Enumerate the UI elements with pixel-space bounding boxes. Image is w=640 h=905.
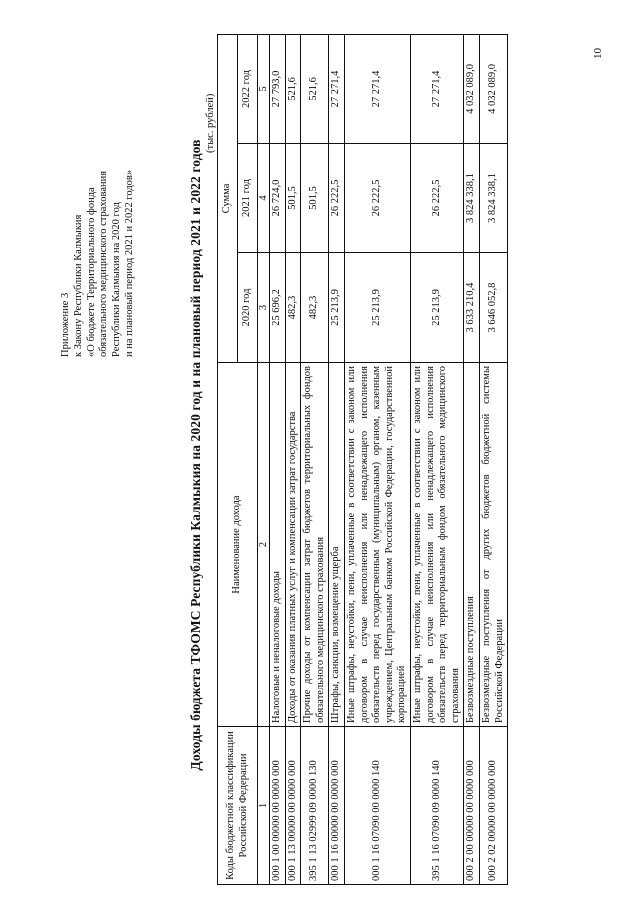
appendix-block [60, 57, 137, 357]
row-code: 000 1 13 00000 00 0000 000 [285, 727, 301, 885]
table-row [344, 34, 410, 884]
row-value-2022: 521,6 [285, 34, 301, 143]
col-number: 4 [258, 144, 270, 253]
header-year-2021: 2021 год [238, 144, 258, 253]
row-value-2022: 4 032 089,0 [464, 34, 480, 143]
row-name: Иные штрафы, неустойки, пени, уплаченные в соответствии с законом или договором в случае неисполнения или ненадлежащего исполнения обязательств перед государственным (муниципальным) органом, казенным учреждением, Центральным банком Российской Федерации, государственной корпорацией [344, 363, 410, 727]
row-value-2021: 501,5 [285, 144, 301, 253]
row-value-2022: 27 271,4 [329, 34, 345, 143]
appendix-line: Приложение 3 [60, 292, 71, 357]
page-number: 10 [592, 48, 604, 59]
row-code: 395 1 16 07090 09 0000 140 [410, 727, 463, 885]
row-value-2020: 482,3 [301, 253, 329, 363]
header-codes: Коды бюджетной классификации Российской Федерации [218, 727, 258, 885]
row-name: Штрафы, санкции, возмещение ущерба [329, 363, 345, 727]
row-value-2020: 482,3 [285, 253, 301, 363]
table-row [270, 34, 286, 884]
income-table [217, 34, 508, 885]
row-value-2022: 27 271,4 [410, 34, 463, 143]
appendix-line: Республики Калмыкия на 2020 год [111, 202, 123, 357]
row-value-2021: 26 724,0 [270, 144, 286, 253]
row-value-2021: 501,5 [301, 144, 329, 253]
table-row [479, 34, 507, 884]
row-value-2021: 26 222,5 [329, 144, 345, 253]
table-row [329, 34, 345, 884]
row-value-2020: 25 213,9 [344, 253, 410, 363]
row-value-2020: 3 646 052,8 [479, 253, 507, 363]
appendix-line: обязательного медицинского страхования [98, 170, 110, 357]
row-code: 000 2 00 00000 00 0000 000 [464, 727, 480, 885]
appendix-line: к Закону Республики Калмыкия [72, 214, 84, 357]
col-number: 2 [258, 363, 270, 727]
unit-note: (тыс. рублей) [205, 93, 216, 153]
header-year-2022: 2022 год [238, 34, 258, 143]
col-number: 5 [258, 34, 270, 143]
row-code: 000 2 02 00000 00 0000 000 [479, 727, 507, 885]
header-year-2020: 2020 год [238, 253, 258, 363]
row-value-2021: 26 222,5 [410, 144, 463, 253]
appendix-line: «О бюджете Территориального фонда [85, 187, 97, 357]
row-value-2020: 3 633 210,4 [464, 253, 480, 363]
row-value-2021: 26 222,5 [344, 144, 410, 253]
row-name: Безвозмездные поступления от других бюджетов бюджетной системы Российской Федерации [479, 363, 507, 727]
table-row [410, 34, 463, 884]
col-number: 1 [258, 727, 270, 885]
col-number: 3 [258, 253, 270, 363]
row-value-2022: 27 271,4 [344, 34, 410, 143]
row-value-2022: 4 032 089,0 [479, 34, 507, 143]
appendix-line: и на плановый период 2021 и 2022 годов» [123, 169, 135, 357]
row-name: Безвозмездные поступления [464, 363, 480, 727]
table-row [285, 34, 301, 884]
row-name: Доходы от оказания платных услуг и компенсации затрат государства [285, 363, 301, 727]
row-value-2020: 25 213,9 [410, 253, 463, 363]
row-name: Прочие доходы от компенсации затрат бюджетов территориальных фондов обязательного медицинского страхования [301, 363, 329, 727]
header-name: Наименование дохода [218, 363, 258, 727]
row-value-2021: 3 824 338,1 [464, 144, 480, 253]
row-code: 395 1 13 02999 09 0000 130 [301, 727, 329, 885]
row-code: 000 1 16 00000 00 0000 000 [329, 727, 345, 885]
row-name: Иные штрафы, неустойки, пени, уплаченные в соответствии с законом или договором в случае неисполнения или ненадлежащего исполнения обязательств перед территориальным фондом обязательного медицинского страхования [410, 363, 463, 727]
row-code: 000 1 00 00000 00 0000 000 [270, 727, 286, 885]
header-sum: Сумма [218, 34, 238, 362]
row-code: 000 1 16 07090 00 0000 140 [344, 727, 410, 885]
row-value-2021: 3 824 338,1 [479, 144, 507, 253]
document-title: Доходы бюджета ТФОМС Республики Калмыкия на 2020 год и на плановый период 2021 и 2022 годов [188, 139, 203, 771]
row-value-2022: 27 793,0 [270, 34, 286, 143]
row-value-2020: 25 696,2 [270, 253, 286, 363]
table-row [464, 34, 480, 884]
row-value-2020: 25 213,9 [329, 253, 345, 363]
row-name: Налоговые и неналоговые доходы [270, 363, 286, 727]
row-value-2022: 521,6 [301, 34, 329, 143]
table-row [301, 34, 329, 884]
